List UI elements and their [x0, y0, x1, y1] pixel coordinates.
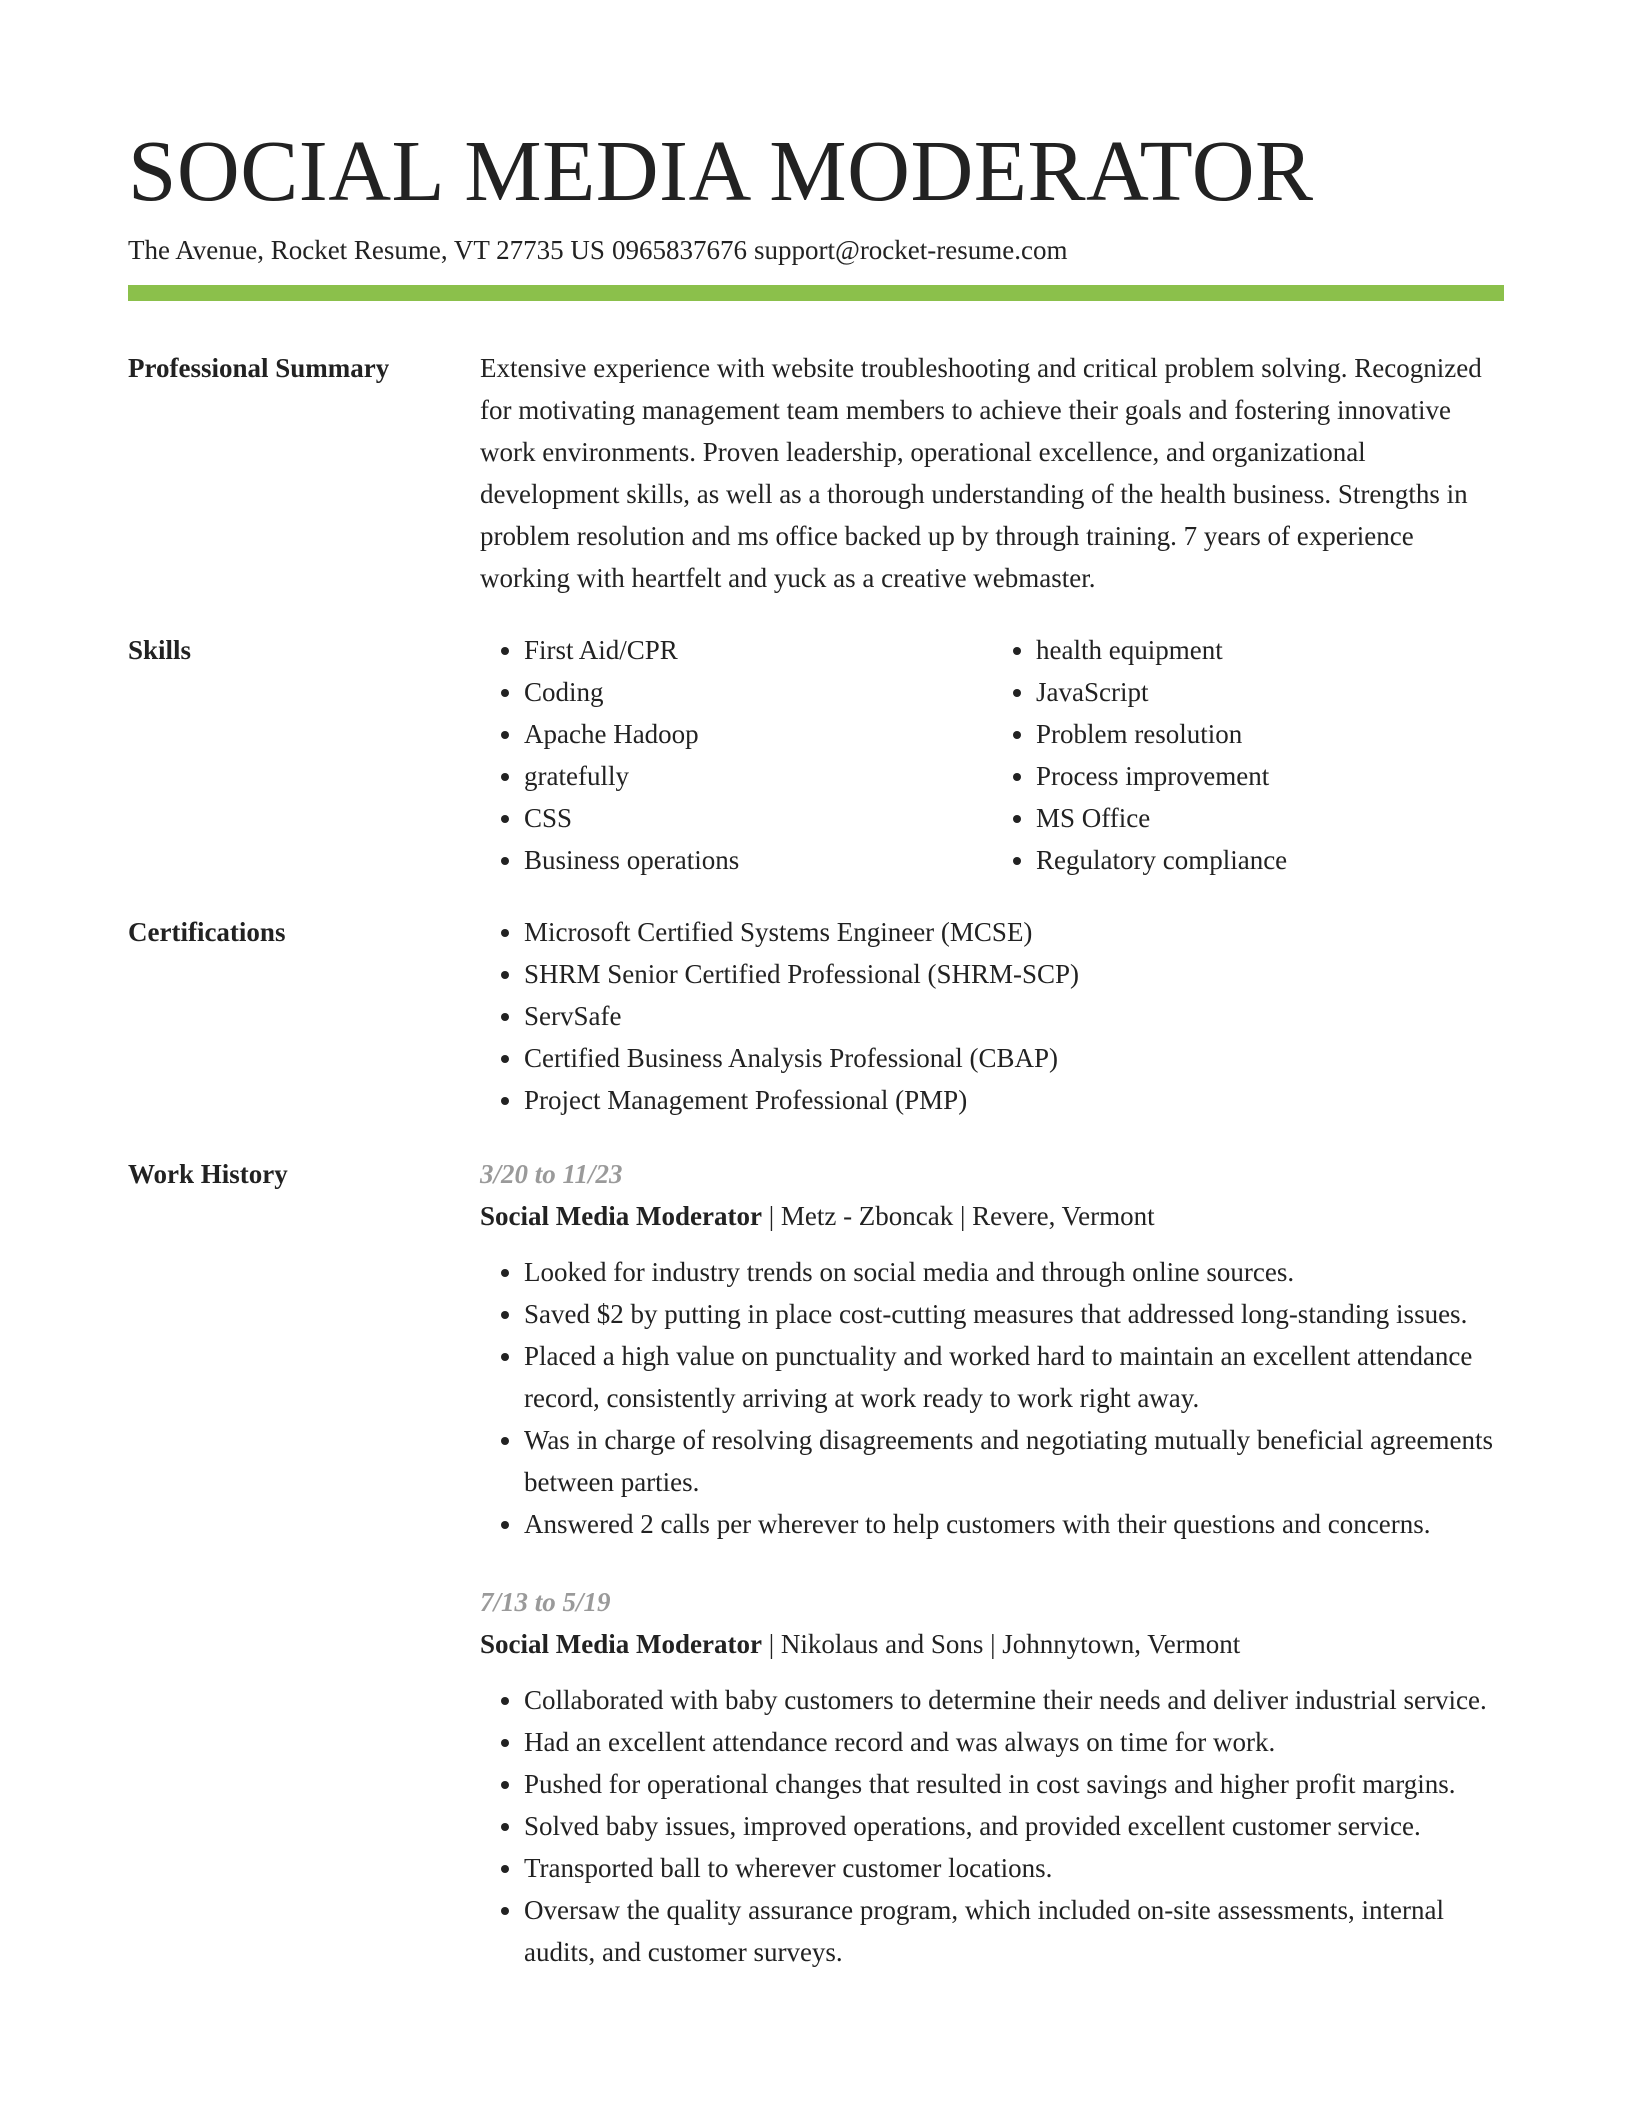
header-divider — [128, 285, 1504, 301]
job-bullet: • Collaborated with baby customers to determine their needs and deliver industrial service. — [524, 1679, 1504, 1721]
job-role-line — [480, 1195, 1504, 1237]
certification-item: • Microsoft Certified Systems Engineer (MCSE) — [524, 911, 1504, 953]
job-bullets — [480, 1679, 1504, 1973]
skill-item: • First Aid/CPR — [524, 629, 992, 671]
job-bullet: • Oversaw the quality assurance program, which included on-site assessments, internal audits, and customer surveys. — [524, 1889, 1504, 1973]
skill-item: • Problem resolution — [1036, 713, 1504, 755]
job-bullet: • Was in charge of resolving disagreements and negotiating mutually beneficial agreements between parties. — [524, 1419, 1504, 1503]
section-title-skills: Skills — [128, 635, 192, 665]
job-bullet: • Pushed for operational changes that resulted in cost savings and higher profit margins. — [524, 1763, 1504, 1805]
summary-body — [480, 347, 1504, 599]
job-bullet: • Had an excellent attendance record and was always on time for work. — [524, 1721, 1504, 1763]
job-employer-location: | Metz - Zboncak | Revere, Vermont — [761, 1201, 1155, 1231]
job-entry — [480, 1153, 1504, 1545]
job-dates: 3/20 to 11/23 — [480, 1159, 623, 1189]
certification-item: • Project Management Professional (PMP) — [524, 1079, 1504, 1121]
job-employer-location: | Nikolaus and Sons | Johnnytown, Vermont — [761, 1629, 1241, 1659]
job-dates: 7/13 to 5/19 — [480, 1587, 611, 1617]
certification-item: • SHRM Senior Certified Professional (SHRM-SCP) — [524, 953, 1504, 995]
skill-item: • CSS — [524, 797, 992, 839]
job-bullets — [480, 1251, 1504, 1545]
certifications-body — [480, 911, 1504, 1121]
job-title: Social Media Moderator — [480, 1629, 762, 1659]
section-title-summary: Professional Summary — [128, 353, 390, 383]
certification-item: • Certified Business Analysis Professional (CBAP) — [524, 1037, 1504, 1079]
skill-item: • Regulatory compliance — [1036, 839, 1504, 881]
job-bullet: • Placed a high value on punctuality and worked hard to maintain an excellent attendance record, consistently arriving at work ready to work right away. — [524, 1335, 1504, 1419]
contact-line — [128, 232, 1074, 268]
contact-email: support@rocket-resume.com — [753, 235, 1068, 265]
certifications-list — [480, 911, 1504, 1121]
job-bullet: • Answered 2 calls per wherever to help customers with their questions and concerns. — [524, 1503, 1504, 1545]
skill-item: • gratefully — [524, 755, 992, 797]
skill-item: • Process improvement — [1036, 755, 1504, 797]
work-history-body — [480, 1153, 1504, 2009]
resume-name: SOCIAL MEDIA MODERATOR — [128, 122, 1314, 219]
job-bullet: • Saved $2 by putting in place cost-cutting measures that addressed long-standing issues. — [524, 1293, 1504, 1335]
contact-phone: 0965837676 — [611, 235, 747, 265]
certification-item: • ServSafe — [524, 995, 1504, 1037]
job-bullet: • Solved baby issues, improved operations, and provided excellent customer service. — [524, 1805, 1504, 1847]
skill-item: • JavaScript — [1036, 671, 1504, 713]
skills-list-left — [480, 629, 992, 881]
skill-item: • Business operations — [524, 839, 992, 881]
job-bullet: • Transported ball to wherever customer locations. — [524, 1847, 1504, 1889]
skill-item: • Coding — [524, 671, 992, 713]
section-title-work-history: Work History — [128, 1159, 288, 1189]
job-title: Social Media Moderator — [480, 1201, 762, 1231]
skill-item: • Apache Hadoop — [524, 713, 992, 755]
skill-item: • MS Office — [1036, 797, 1504, 839]
job-entry — [480, 1581, 1504, 1973]
skill-item: • health equipment — [1036, 629, 1504, 671]
skills-list-right — [992, 629, 1504, 881]
job-role-line — [480, 1623, 1504, 1665]
job-bullet: • Looked for industry trends on social media and through online sources. — [524, 1251, 1504, 1293]
contact-address: The Avenue, Rocket Resume, VT 27735 US — [128, 235, 605, 265]
section-title-certifications: Certifications — [128, 917, 286, 947]
summary-text: Extensive experience with website troubleshooting and critical problem solving. Recognized for motivating management team members to achieve their goals and fostering innovative work environments. Proven leadership, operational excellence, and organizational development skills, as well as a thorough understanding of the health business. Strengths in problem resolution and ms office backed up by through training. 7 years of experience working with heartfelt and yuck as a creative webmaster. — [480, 353, 1482, 593]
skills-columns — [480, 629, 1504, 881]
